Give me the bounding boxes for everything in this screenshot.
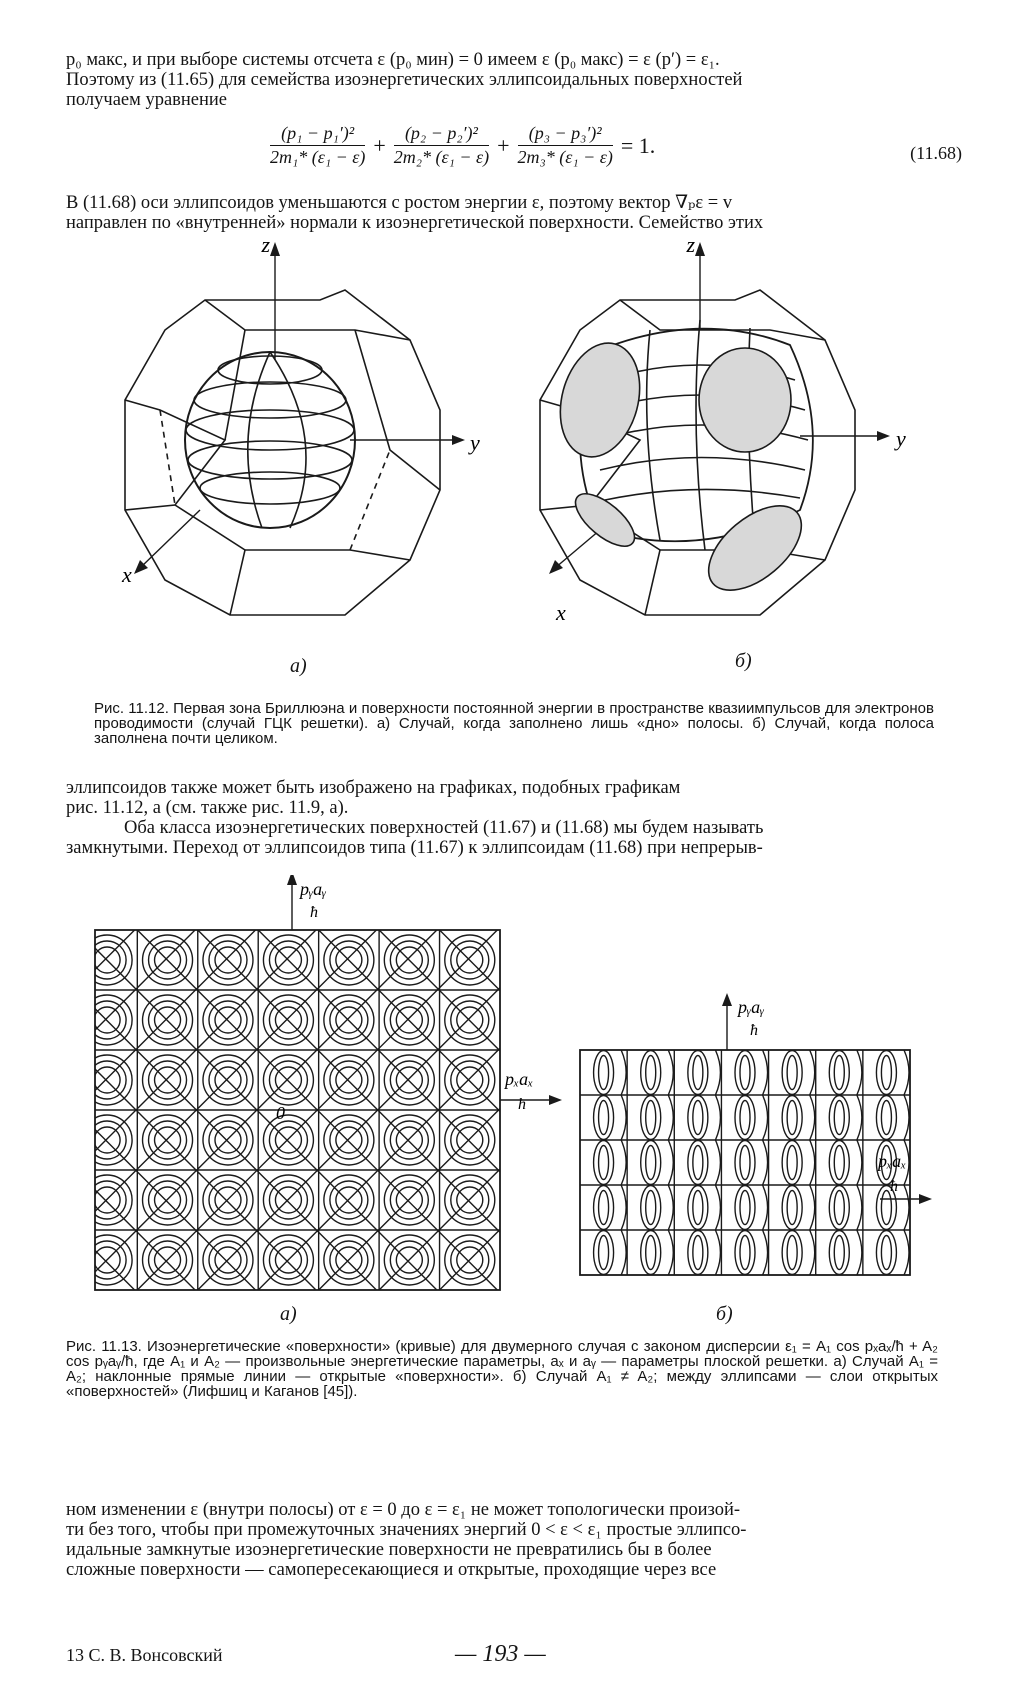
contour-ellipse [740,1236,750,1270]
contour-circle [445,1115,495,1165]
contour-plot-a [0,875,860,1290]
axis-label-x: x [556,600,566,625]
brillouin-zone-a [125,250,455,615]
text-line: В (11.68) оси эллипсоидов уменьшаются с ростом энергии ε, поэтому вектор ∇ₚε = v [66,193,733,213]
contour-ellipse [829,1231,849,1275]
axis-label-px-denominator: ħ [890,1178,898,1195]
contour-ellipse [646,1056,656,1090]
contour-circle [384,1115,434,1165]
middle-paragraph [66,778,964,858]
text-line: Поэтому из (11.65) для семейства изоэнергетических эллипсоидальных поверхностей [66,70,743,90]
axis-label-z: z [261,232,270,257]
axis-label-py-denominator: ħ [750,1022,758,1039]
axis-label-px-denominator: ħ [518,1096,526,1113]
arrowhead [919,1194,932,1204]
text-line: Оба класса изоэнергетических поверхностей (11.67) и (11.68) мы будем называть [124,818,764,838]
diagonal-line [0,930,74,1290]
contour-ellipse [740,1146,750,1180]
contour-ellipse [735,1231,755,1275]
axis-label-py-denominator: ħ [310,904,318,921]
contour-circle [263,1115,313,1165]
contour-circle [203,1055,253,1105]
contour-ellipse [688,1051,708,1095]
contour-circle [94,1127,120,1153]
contour-ellipse [641,1051,661,1095]
contour-ellipse [646,1146,656,1180]
contour-ellipse [693,1101,703,1135]
contour-ellipse [735,1051,755,1095]
contour-ellipse [787,1101,797,1135]
figure-11-12 [0,230,1029,650]
text-line: замкнутыми. Переход от эллипсоидов типа (11.67) к эллипсоидам (11.68) при непрерыв- [66,838,763,858]
arrowhead [287,875,297,885]
contour-circle [94,1067,120,1093]
contour-ellipse [881,1191,891,1225]
printer-signature: 13 С. В. Вонсовский [66,1645,223,1665]
text-line: p₀ макс, и при выборе системы отсчета ε (p₀ мин) = 0 имеем ε (p₀ макс) = ε (p′) = ε₁. [66,50,720,70]
page-number: — 193 — [455,1641,546,1667]
contour-ellipse [787,1191,797,1225]
contour-ellipse [782,1096,802,1140]
open-surface-curve [715,1050,720,1275]
plus-sign: + [497,132,510,158]
open-surface-curve [763,1050,768,1275]
axis-label-z: z [686,232,695,257]
closed-contours [574,1050,909,1275]
arrowhead [549,1095,562,1105]
contour-ellipse [646,1236,656,1270]
contour-ellipse [641,1186,661,1230]
contour-plot-b [574,1000,925,1275]
arrowhead [549,560,563,574]
contour-ellipse [782,1141,802,1185]
contour-ellipse [834,1236,844,1270]
contour-circle [396,1127,422,1153]
figure-label-b: б) [735,650,752,672]
contour-circle [445,1055,495,1105]
contour-circle [215,1067,241,1093]
contour-ellipse [688,1186,708,1230]
contour-ellipse [740,1101,750,1135]
contour-ellipse [881,1236,891,1270]
open-surface-curve [621,1050,626,1275]
contour-ellipse [735,1096,755,1140]
contour-ellipse [599,1056,609,1090]
axis-label-px: pₓaₓ [878,1151,907,1171]
contour-ellipse [594,1231,614,1275]
arrowhead [695,242,705,256]
contour-ellipse [646,1101,656,1135]
diagonal-line [500,930,860,1290]
contour-ellipse [594,1051,614,1095]
contour-circle [384,1055,434,1105]
contour-ellipse [594,1141,614,1185]
contour-ellipse [876,1096,896,1140]
contour-ellipse [876,1051,896,1095]
contour-ellipse [688,1096,708,1140]
text-line: идальные замкнутые изоэнергетические поверхности не превратились бы в более [66,1540,712,1560]
contour-ellipse [599,1191,609,1225]
contour-ellipse [834,1056,844,1090]
fraction-term-2: $\frac{\text{(p₂ − p₂′)²}}{\text{2m₂* (ε₁ − ε)}}$ [393,123,490,167]
contour-circle [143,1055,193,1105]
origin-label: 0 [276,1103,285,1123]
open-surface-curve [810,1050,815,1275]
fraction-term-3: $\frac{\text{(p₃ − p₃′)²}}{\text{2m₃* (ε₁ − ε)}}$ [517,123,613,167]
contour-circle [203,1115,253,1165]
contour-ellipse [834,1101,844,1135]
axis-label-py: pᵧaᵧ [738,997,765,1017]
contour-ellipse [594,1186,614,1230]
text-line: получаем уравнение [66,90,228,110]
diagonal-line [0,930,74,1290]
axis-label-x: x [122,562,132,587]
hatched-ellipses [548,334,816,606]
contour-circle [82,1055,132,1105]
plus-sign: + [373,132,386,158]
contour-ellipse [599,1101,609,1135]
contour-ellipse [782,1051,802,1095]
axis-label-py: pᵧaᵧ [300,879,327,899]
contour-ellipse [599,1236,609,1270]
contour-ellipse [740,1191,750,1225]
closing-paragraph [66,1500,964,1580]
figure-11-13 [0,875,1029,1305]
arrowhead [722,993,732,1006]
contour-circle [457,1127,483,1153]
equals-sign: = 1. [620,132,656,158]
contour-ellipse [693,1191,703,1225]
contour-circle [396,1067,422,1093]
equation-number: (11.68) [910,143,962,163]
equation-11-68 [270,123,970,183]
axis-label-y: y [470,430,480,455]
arrowhead [270,242,280,256]
text-line: сложные поверхности — самопересекающиеся и открытые, проходящие через все [66,1560,717,1580]
figure-11-12-caption: Рис. 11.12. Первая зона Бриллюэна и поверхности постоянной энергии в пространстве квазиимпульсов для электронов проводимости (случай ГЦК решетки). а) Случай, когда заполнено лишь «дно» полосы. б) Случай, когда полоса заполнена почти целиком. [94,700,934,747]
contour-circle [155,1127,181,1153]
text-line: ти без того, чтобы при промежуточных значениях энергий 0 < ε < ε₁ простые эллипсо- [66,1520,747,1540]
contour-ellipse [646,1191,656,1225]
contour-ellipse [693,1146,703,1180]
contour-ellipse [787,1146,797,1180]
contour-circle [263,1055,313,1105]
contour-circle [324,1055,374,1105]
diagonal-line [500,930,860,1290]
contour-circle [275,1067,301,1093]
contour-circle [324,1115,374,1165]
open-surface-curve [574,1050,579,1275]
intro-paragraph [66,50,964,110]
axis-label-y: y [896,426,906,451]
contour-ellipse [881,1101,891,1135]
contour-ellipse [740,1056,750,1090]
contour-ellipse [829,1141,849,1185]
contour-ellipse [641,1096,661,1140]
text-line: эллипсоидов также может быть изображено на графиках, подобных графикам [66,778,681,798]
contour-ellipse [829,1051,849,1095]
after-equation-paragraph [66,193,964,233]
contour-circle [215,1127,241,1153]
axis-label-px: pₓaₓ [505,1069,534,1089]
contour-ellipse [881,1056,891,1090]
text-line: направлен по «внутренней» нормали к изоэнергетической поверхности. Семейство этих [66,213,764,233]
contour-ellipse [829,1186,849,1230]
contour-ellipse [735,1141,755,1185]
fraction-term-1: $\frac{\text{(p₁ − p₁′)²}}{\text{2m₁* (ε₁ − ε)}}$ [270,123,366,167]
contour-circle [336,1067,362,1093]
contour-ellipse [829,1096,849,1140]
figure-label-a: а) [290,655,307,677]
contour-ellipse [787,1236,797,1270]
contour-ellipse [876,1231,896,1275]
text-line: рис. 11.12, а (см. также рис. 11.9, а). [66,798,349,818]
arrowhead [877,431,890,441]
contour-circle [155,1067,181,1093]
contour-ellipse [594,1096,614,1140]
text-line: ном изменении ε (внутри полосы) от ε = 0 до ε = ε₁ не может топологически произой- [66,1500,741,1520]
contour-ellipse [782,1231,802,1275]
contour-circle [336,1127,362,1153]
contour-ellipse [782,1186,802,1230]
contour-ellipse [787,1056,797,1090]
contour-ellipse [641,1231,661,1275]
contour-ellipse [693,1056,703,1090]
contour-circle [275,1127,301,1153]
figure-11-13-caption: Рис. 11.13. Изоэнергетические «поверхности» (кривые) для двумерного случая с законом дисперсии ε₁ = A₁ cos pₓaₓ/ħ + A₂ cos pᵧaᵧ/ħ, где A₁ и A₂ — произвольные энергетические параметры, aₓ и aᵧ — параметры плоской решетки. а) Случай A₁ = A₂; наклонные прямые линии — открытые «поверхности». б) Случай A₁ ≠ A₂; между эллипсами — слои открытых «поверхностей» (Лифшиц и Каганов [45]). [66,1338,938,1400]
contour-circle [82,1115,132,1165]
contour-ellipse [641,1141,661,1185]
contour-ellipse [688,1231,708,1275]
open-surface-curve [668,1050,673,1275]
figure-label-a: а) [280,1303,297,1325]
contour-circle [457,1067,483,1093]
contour-ellipse [735,1186,755,1230]
contour-ellipse [834,1146,844,1180]
contour-ellipse [693,1236,703,1270]
contour-ellipse [688,1141,708,1185]
arrowhead [452,435,465,445]
contour-circle [143,1115,193,1165]
contour-ellipse [834,1191,844,1225]
open-surface-curve [857,1050,862,1275]
figure-label-b: б) [716,1303,733,1325]
contour-ellipse [599,1146,609,1180]
